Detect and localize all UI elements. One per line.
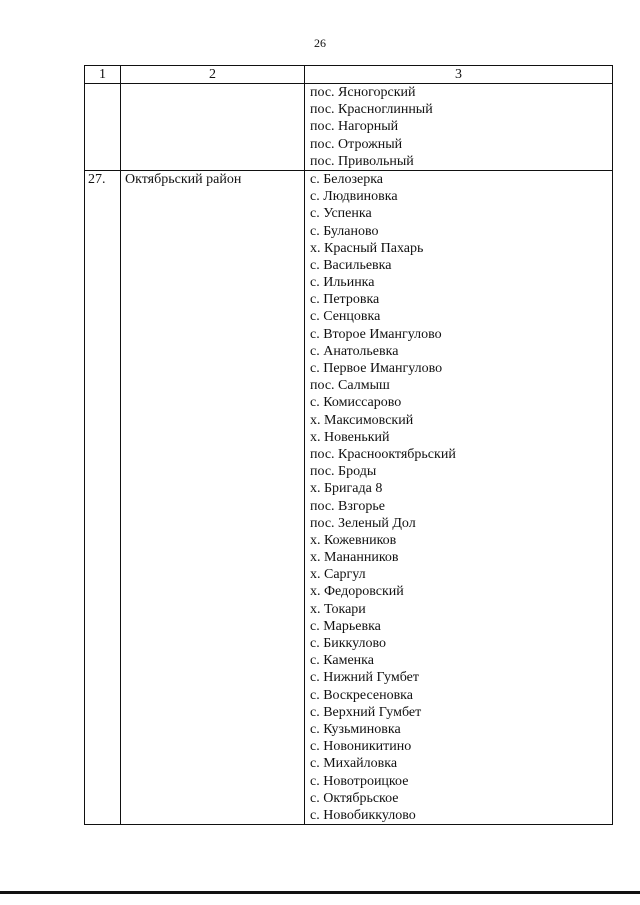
place-item: с. Михайловка bbox=[310, 756, 398, 772]
table-header-row bbox=[85, 66, 613, 84]
table-row bbox=[85, 84, 613, 171]
place-item: х. Красный Пахарь bbox=[310, 240, 424, 256]
places-cell bbox=[305, 170, 613, 824]
place-item: х. Саргул bbox=[310, 567, 366, 583]
place-item: пос. Привольный bbox=[310, 153, 414, 169]
places-list bbox=[305, 171, 612, 824]
place-item: пос. Броды bbox=[310, 464, 377, 480]
place-item: х. Мананников bbox=[310, 550, 399, 566]
place-item: х. Новенький bbox=[310, 429, 390, 445]
place-item: пос. Красноглинный bbox=[310, 102, 433, 118]
row-number: 27. bbox=[88, 171, 106, 187]
place-item: с. Нижний Гумбет bbox=[310, 670, 419, 686]
place-item: с. Первое Имангулово bbox=[310, 361, 443, 376]
district-cell bbox=[121, 84, 305, 171]
place-item: х. Федоровский bbox=[310, 584, 404, 600]
place-item: с. Петровка bbox=[310, 292, 380, 308]
place-item: с. Второе Имангулово bbox=[310, 326, 442, 342]
place-item: пос. Салмыш bbox=[310, 378, 390, 394]
place-item: с. Верхний Гумбет bbox=[310, 704, 422, 720]
place-item: пос. Зеленый Дол bbox=[310, 515, 416, 531]
place-item: с. Буланово bbox=[310, 223, 379, 239]
place-item: пос. Краснооктябрьский bbox=[310, 446, 456, 462]
place-item: х. Бригада 8 bbox=[310, 481, 383, 497]
district-cell bbox=[121, 170, 305, 824]
district-name: Октябрьский район bbox=[125, 171, 242, 187]
row-number-cell bbox=[85, 84, 121, 171]
place-item: с. Новобиккулово bbox=[310, 807, 416, 823]
row-number-cell bbox=[85, 170, 121, 824]
page-number: 26 bbox=[314, 36, 326, 50]
place-item: с. Комиссарово bbox=[310, 395, 402, 411]
place-item: с. Новоникитино bbox=[310, 739, 412, 755]
place-item: с. Ильинка bbox=[310, 275, 375, 291]
place-item: с. Белозерка bbox=[310, 171, 384, 187]
settlements-table bbox=[84, 65, 613, 825]
table-row bbox=[85, 170, 613, 824]
place-item: с. Каменка bbox=[310, 653, 374, 669]
place-item: пос. Нагорный bbox=[310, 119, 399, 135]
header-col-2: 2 bbox=[121, 66, 305, 84]
place-item: с. Сенцовка bbox=[310, 309, 381, 325]
place-item: с. Октябрьское bbox=[310, 790, 399, 806]
place-item: х. Токари bbox=[310, 601, 366, 617]
places-list bbox=[305, 84, 612, 170]
place-item: с. Кузьминовка bbox=[310, 721, 401, 737]
place-item: с. Успенка bbox=[310, 206, 372, 222]
place-item: с. Васильевка bbox=[310, 257, 392, 273]
bottom-rule bbox=[0, 891, 640, 894]
place-item: с. Биккулово bbox=[310, 636, 387, 651]
place-item: с. Марьевка bbox=[310, 618, 381, 634]
place-item: с. Людвиновка bbox=[310, 189, 398, 205]
places-cell bbox=[305, 84, 613, 171]
place-item: х. Максимовский bbox=[310, 412, 414, 428]
place-item: пос. Ясногорский bbox=[310, 85, 416, 100]
place-item: с. Анатольевка bbox=[310, 343, 399, 359]
place-item: с. Воскресеновка bbox=[310, 687, 413, 703]
place-item: х. Кожевников bbox=[310, 532, 397, 548]
place-item: пос. Взгорье bbox=[310, 498, 385, 514]
header-col-3: 3 bbox=[305, 66, 613, 84]
header-col-1: 1 bbox=[85, 66, 121, 84]
place-item: с. Новотроицкое bbox=[310, 773, 409, 789]
place-item: пос. Отрожный bbox=[310, 136, 403, 152]
